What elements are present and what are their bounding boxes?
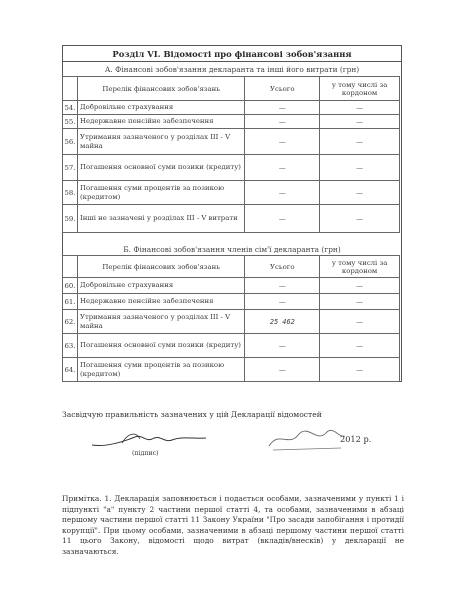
row-abroad: — xyxy=(320,294,400,310)
row-abroad: — xyxy=(320,358,400,382)
date-text: 2012 р. xyxy=(340,434,372,444)
row-total: — xyxy=(245,205,320,233)
row-total: — xyxy=(245,181,320,205)
row-number: 60. xyxy=(63,278,78,294)
row-label: Погашення основної суми позики (кредиту) xyxy=(77,155,244,181)
header-abroad: у тому числі за кордоном xyxy=(320,77,400,101)
part-b-table xyxy=(62,255,400,382)
row-abroad: — xyxy=(320,155,400,181)
header-total: Усього xyxy=(245,77,320,101)
certify-statement: Засвідчую правильність зазначених у цій Декларації відомостей xyxy=(62,410,322,419)
table-row xyxy=(63,129,400,155)
table-row xyxy=(63,358,400,382)
row-label: Утримання зазначеного у розділах III - V майна xyxy=(77,310,244,334)
row-label: Погашення суми процентів за позикою (кредитом) xyxy=(77,358,244,382)
table-row xyxy=(63,101,400,115)
row-abroad: — xyxy=(320,129,400,155)
table-row xyxy=(63,181,400,205)
row-number: 63. xyxy=(63,334,78,358)
table-row xyxy=(63,115,400,129)
section-title: Розділ VI. Відомості про фінансові зобов'язання xyxy=(63,46,401,62)
row-abroad: — xyxy=(320,115,400,129)
row-total: — xyxy=(245,358,320,382)
table-row xyxy=(63,334,400,358)
row-abroad: — xyxy=(320,278,400,294)
header-name: Перелік фінансових зобов'язань xyxy=(77,256,244,278)
row-total: — xyxy=(245,294,320,310)
row-total: — xyxy=(245,115,320,129)
row-label: Недержавне пенсійне забезпечення xyxy=(77,294,244,310)
row-abroad: — xyxy=(320,181,400,205)
row-total: — xyxy=(245,278,320,294)
row-number: 62. xyxy=(63,310,78,334)
stamp-scribble xyxy=(265,418,347,458)
part-a-table xyxy=(62,76,400,233)
table-row xyxy=(63,205,400,233)
table-header-row xyxy=(63,256,400,278)
table-row xyxy=(63,278,400,294)
row-number: 61. xyxy=(63,294,78,310)
header-total: Усього xyxy=(245,256,320,278)
row-abroad: — xyxy=(320,310,400,334)
row-total: — xyxy=(245,101,320,115)
header-abroad: у тому числі за кордоном xyxy=(320,256,400,278)
row-label: Погашення суми процентів за позикою (кредитом) xyxy=(77,181,244,205)
table-row xyxy=(63,310,400,334)
signature-caption: (підпис) xyxy=(132,450,159,457)
row-total: — xyxy=(245,129,320,155)
row-abroad: — xyxy=(320,205,400,233)
row-number: 56. xyxy=(63,129,78,155)
row-number: 58. xyxy=(63,181,78,205)
row-number: 57. xyxy=(63,155,78,181)
row-label: Інші не зазначені у розділах III - V витрати xyxy=(77,205,244,233)
row-total: — xyxy=(245,334,320,358)
row-label: Утримання зазначеного у розділах III - V майна xyxy=(77,129,244,155)
table-row xyxy=(63,294,400,310)
footnote: Примітка. 1. Декларація заповнюється і подається особами, зазначеними у пункті 1 і підпункті "а" пункту 2 частини першої статті 4, та особами, зазначеними в абзаці першому частини першої статті 11 Закону України "Про засади запобігання і протидії корупції". При цьому особами, зазначеними в абзаці першому частини першої статті 11 цього Закону, відомості щодо витрат (вкладів/внесків) у декларації не зазначаються. xyxy=(62,494,404,556)
part-b-subtitle: Б. Фінансові зобов'язання членів сім'ї декларанта (грн) xyxy=(123,245,341,254)
row-label: Добровільне страхування xyxy=(77,101,244,115)
row-label: Добровільне страхування xyxy=(77,278,244,294)
row-abroad: — xyxy=(320,334,400,358)
row-number: 54. xyxy=(63,101,78,115)
row-label: Погашення основної суми позики (кредиту) xyxy=(77,334,244,358)
row-number: 55. xyxy=(63,115,78,129)
table-row xyxy=(63,155,400,181)
table-header-row xyxy=(63,77,400,101)
part-a-subtitle: А. Фінансові зобов'язання декларанта та інші його витрати (грн) xyxy=(104,65,360,74)
row-total: 25 462 xyxy=(245,310,320,334)
row-total: — xyxy=(245,155,320,181)
signature xyxy=(90,425,210,451)
row-label: Недержавне пенсійне забезпечення xyxy=(77,115,244,129)
row-number: 59. xyxy=(63,205,78,233)
row-abroad: — xyxy=(320,101,400,115)
row-number: 64. xyxy=(63,358,78,382)
financial-obligations-section xyxy=(62,45,402,382)
header-name: Перелік фінансових зобов'язань xyxy=(77,77,244,101)
